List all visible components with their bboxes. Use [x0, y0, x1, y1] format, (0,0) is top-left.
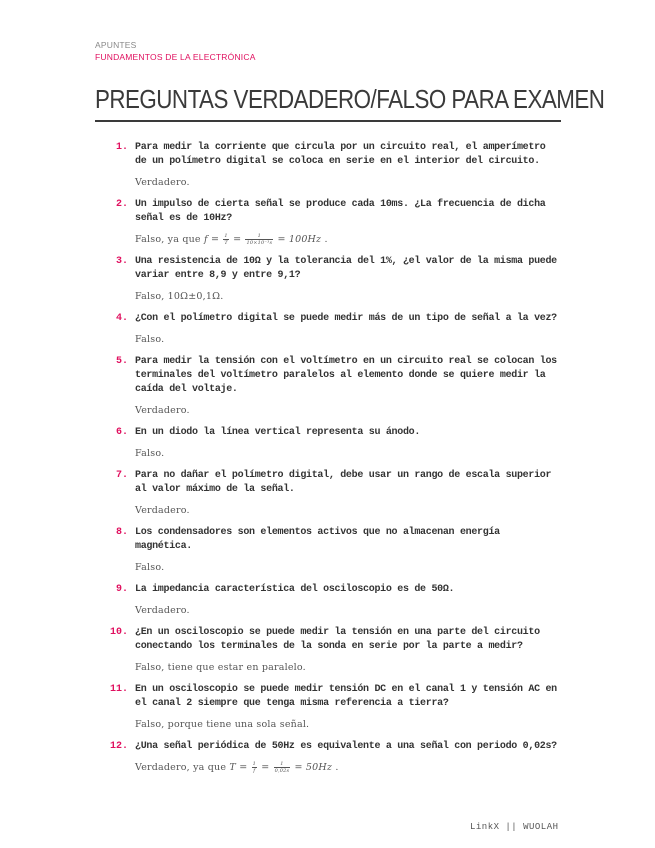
fraction-denominator: f [253, 768, 256, 774]
answer-prefix: Falso, ya que [135, 234, 201, 245]
fraction-denominator: 10×10⁻³s [246, 240, 273, 246]
fraction-numerator: 1 [224, 233, 228, 239]
question-number: 7. [115, 470, 128, 481]
question-item [100, 426, 560, 461]
question-item [100, 355, 560, 418]
question-answer [135, 233, 560, 247]
question-text: ¿En un osciloscopio se puede medir la tensión en una parte del circuito conectando los terminales de la sonda en serie por la parte a medir? [135, 627, 540, 652]
question-answer [135, 761, 560, 775]
page-title: PREGUNTAS VERDADERO/FALSO PARA EXAMEN [95, 84, 605, 114]
question-item [100, 469, 560, 518]
header-subject: FUNDAMENTOS DE LA ELECTRÓNICA [95, 52, 256, 62]
question-text: Para medir la tensión con el voltímetro en un circuito real se colocan los terminales del voltímetro paralelos al elemento donde se quiere medir la caída del voltaje. [135, 356, 557, 395]
formula-fraction [252, 761, 257, 774]
question-item [100, 526, 560, 575]
question-number: 2. [115, 199, 128, 210]
question-text: Una resistencia de 10Ω y la tolerancia del 1%, ¿el valor de la misma puede variar entre 8,9 y entre 9,1? [135, 256, 557, 281]
question-number: 1. [115, 142, 128, 153]
question-number: 12. [109, 741, 128, 752]
question-answer: Falso. [135, 448, 165, 459]
question-text: Para medir la corriente que circula por un circuito real, el amperímetro de un polímetro digital se coloca en serie en el interior del circuito. [135, 142, 546, 167]
question-text: En un osciloscopio se puede medir tensión DC en el canal 1 y tensión AC en el canal 2 siempre que tenga misma referencia a tierra? [135, 684, 557, 709]
question-number: 5. [115, 356, 128, 367]
question-number: 3. [115, 256, 128, 267]
question-item [100, 141, 560, 190]
question-text: ¿Con el polímetro digital se puede medir más de un tipo de señal a la vez? [135, 313, 557, 324]
formula-fraction [274, 761, 291, 774]
formula: T = $\frac{1}{f}$ = $\frac{1}{0,02s}$ = 50Hz [229, 761, 333, 774]
question-item [100, 198, 560, 247]
fraction-numerator: 1 [245, 233, 273, 240]
question-item [100, 683, 560, 732]
question-item [100, 583, 560, 618]
formula-lhs: T [229, 762, 236, 773]
question-item [100, 740, 560, 775]
question-text: Para no dañar el polímetro digital, debe usar un rango de escala superior al valor máximo de la señal. [135, 470, 552, 495]
question-answer: Falso, tiene que estar en paralelo. [135, 662, 306, 673]
question-list [100, 141, 560, 783]
fraction-numerator: 1 [274, 761, 291, 768]
question-answer: Falso, porque tiene una sola señal. [135, 719, 310, 730]
question-answer: Verdadero. [135, 177, 190, 188]
answer-suffix: . [324, 234, 328, 245]
formula-fraction [245, 233, 273, 246]
document-header [95, 39, 256, 63]
title-rule [95, 120, 561, 122]
question-number: 6. [115, 427, 128, 438]
question-number: 8. [115, 527, 128, 538]
fraction-numerator: 1 [252, 761, 256, 767]
question-answer: Verdadero. [135, 505, 190, 516]
question-number: 9. [115, 584, 128, 595]
question-number: 10. [109, 627, 128, 638]
question-number: 11. [109, 684, 128, 695]
fraction-denominator: 0,02s [274, 768, 290, 774]
question-text: En un diodo la línea vertical representa su ánodo. [135, 427, 421, 438]
question-text: Los condensadores son elementos activos que no almacenan energía magnética. [135, 527, 500, 552]
answer-suffix: . [335, 762, 339, 773]
footer-brand: LinkX || WUOLAH [470, 822, 559, 832]
answer-prefix: Verdadero, ya que [135, 762, 227, 773]
question-answer: Falso. [135, 562, 165, 573]
question-item [100, 312, 560, 347]
question-answer: Falso. [135, 334, 165, 345]
fraction-denominator: T [224, 240, 228, 246]
header-kicker: APUNTES [95, 40, 137, 50]
question-text: La impedancia característica del osciloscopio es de 50Ω. [135, 584, 455, 595]
question-item [100, 255, 560, 304]
formula: f = $\frac{1}{T}$ = $\frac{1}{\text{10×10⁻³s}}$ = 100Hz [204, 233, 322, 246]
question-item [100, 626, 560, 675]
question-answer: Verdadero. [135, 605, 190, 616]
question-text: Un impulso de cierta señal se produce cada 10ms. ¿La frecuencia de dicha señal es de 10Hz? [135, 199, 546, 224]
question-answer: Falso, 10Ω±0,1Ω. [135, 291, 224, 302]
question-number: 4. [115, 313, 128, 324]
formula-result: 50Hz [305, 762, 333, 773]
question-text: ¿Una señal periódica de 50Hz es equivalente a una señal con periodo 0,02s? [135, 741, 557, 752]
question-answer: Verdadero. [135, 405, 190, 416]
formula-fraction [223, 233, 229, 246]
formula-result: 100Hz [288, 234, 322, 245]
formula-lhs: f [204, 234, 208, 245]
